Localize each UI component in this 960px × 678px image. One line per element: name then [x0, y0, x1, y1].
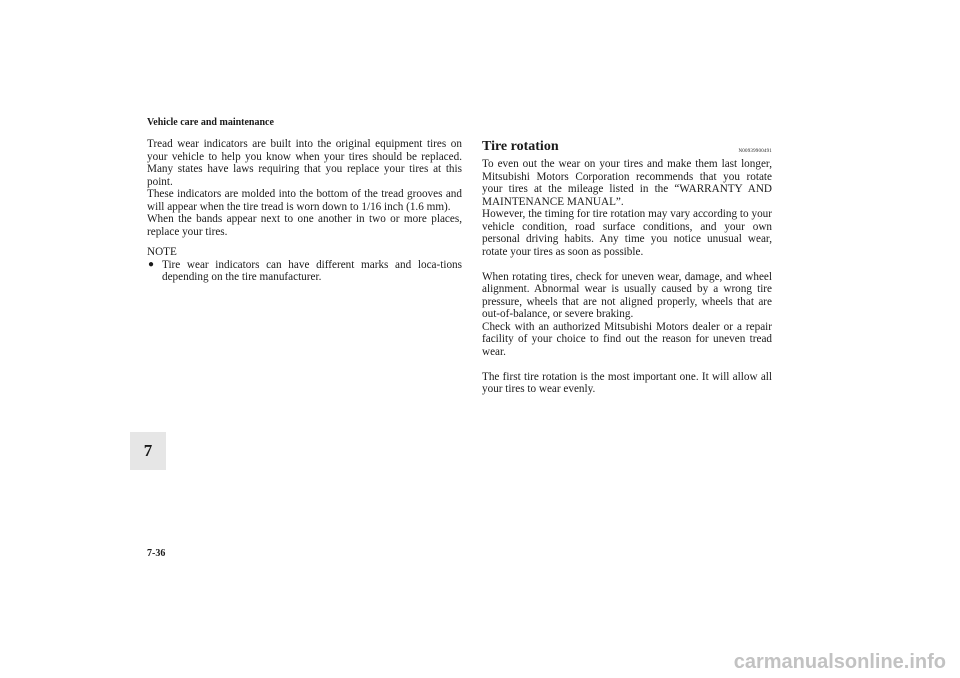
note-label: NOTE [147, 246, 177, 258]
paragraph: When the bands appear next to one another in two or more places, replace your tires. [147, 213, 462, 238]
heading-row [482, 139, 772, 155]
section-header: Vehicle care and maintenance [147, 117, 274, 128]
paragraph: To even out the wear on your tires and make them last longer, Mitsubishi Motors Corporation recommends that you rotate your tires at the mileage listed in the “WARRANTY AND MAINTENANCE MANUAL”. [482, 158, 772, 208]
paragraph: These indicators are molded into the bottom of the tread grooves and will appear when the tire tread is worn down to 1/16 inch (1.6 mm). [147, 188, 462, 213]
right-column [482, 139, 772, 396]
paragraph: Tread wear indicators are built into the original equipment tires on your vehicle to help you know when your tires should be replaced. Many states have laws requiring that you replace your tires at this point. [147, 138, 462, 188]
watermark: carmanualsonline.info [733, 651, 946, 673]
left-column [147, 138, 462, 284]
paragraph: Check with an authorized Mitsubishi Motors dealer or a repair facility of your choice to find out the reason for uneven tread wear. [482, 320, 772, 358]
page-number: 7-36 [147, 548, 166, 559]
section-heading: Tire rotation [482, 139, 559, 154]
reference-code: N00939900491 [738, 149, 772, 154]
note-bullet-text: Tire wear indicators can have different marks and loca-tions depending on the tire manufacturer. [162, 258, 462, 283]
bullet-icon: ● [148, 258, 155, 270]
note-bullet [147, 259, 462, 284]
paragraph: However, the timing for tire rotation may vary according to your vehicle condition, road surface conditions, and your own personal driving habits. Any time you notice unusual wear, rotate your tires as soon as possible. [482, 208, 772, 258]
chapter-tab: 7 [130, 432, 166, 470]
paragraph: When rotating tires, check for uneven wear, damage, and wheel alignment. Abnormal wear is usually caused by a wrong tire pressure, wheels that are not aligned properly, wheels that are out-of-balance, or severe braking. [482, 270, 772, 320]
paragraph: The first tire rotation is the most important one. It will allow all your tires to wear evenly. [482, 370, 772, 395]
